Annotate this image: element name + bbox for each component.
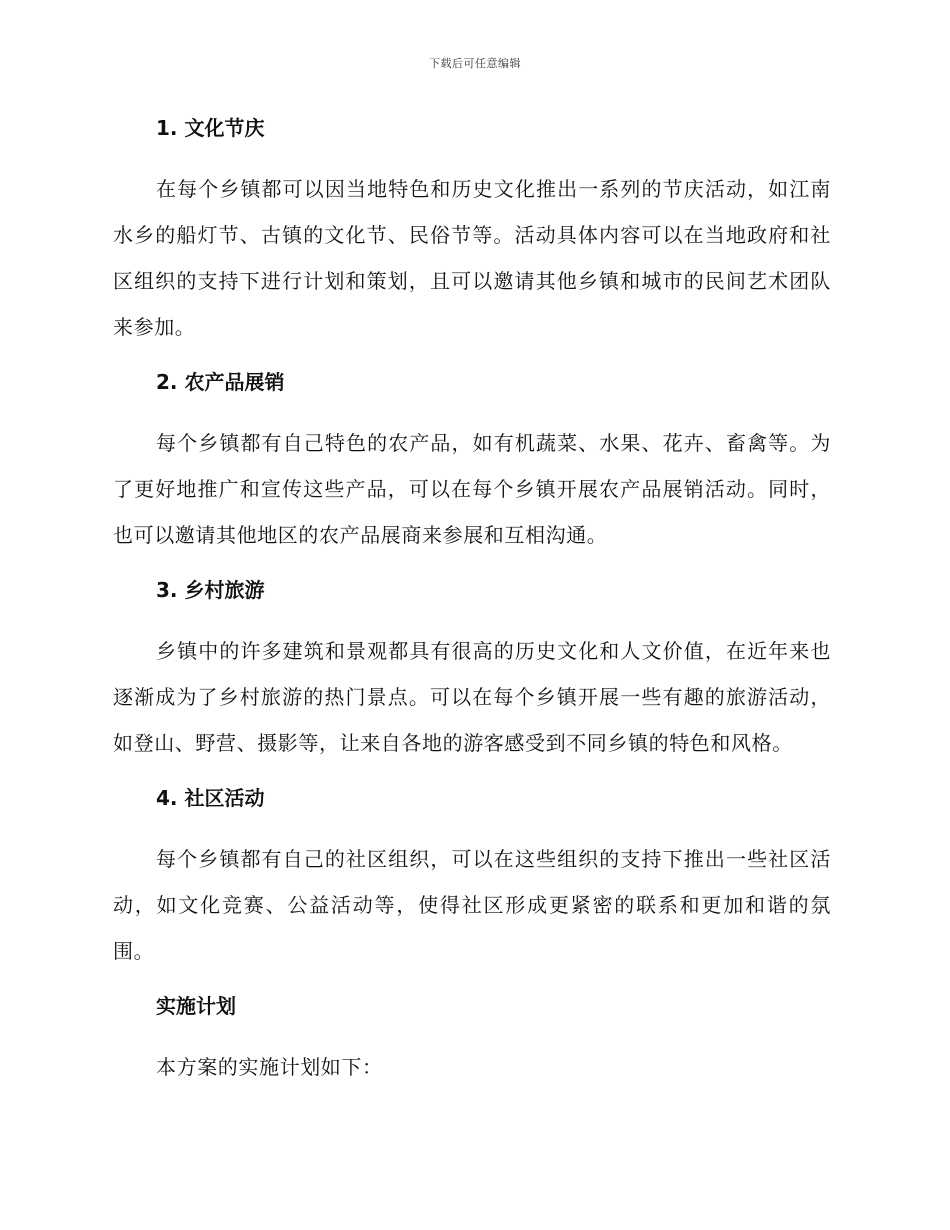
section-paragraph-implementation: 本方案的实施计划如下：: [156, 1055, 383, 1079]
section-paragraph-festivals: 在每个乡镇都可以因当地特色和历史文化推出一系列的节庆活动，如江南水乡的船灯节、古镇的文化节、民俗节等。活动具体内容可以在当地政府和社区组织的支持下进行计划和策划，且可以邀请其他乡镇和城市的民间艺术团队来参加。: [113, 177, 831, 339]
section-heading-implementation: 实施计划: [156, 994, 236, 1018]
section-heading-rural-tourism: 3. 乡村旅游: [156, 578, 265, 602]
section-paragraph-rural-tourism: 乡镇中的许多建筑和景观都具有很高的历史文化和人文价值，在近年来也逐渐成为了乡村旅游的热门景点。可以在每个乡镇开展一些有趣的旅游活动，如登山、野营、摄影等，让来自各地的游客感受到不同乡镇的特色和风格。: [113, 639, 831, 755]
section-paragraph-community: 每个乡镇都有自己的社区组织，可以在这些组织的支持下推出一些社区活动，如文化竞赛、公益活动等，使得社区形成更紧密的联系和更加和谐的氛围。: [113, 847, 831, 963]
section-paragraph-agri-products: 每个乡镇都有自己特色的农产品，如有机蔬菜、水果、花卉、畜禽等。为了更好地推广和宣传这些产品，可以在每个乡镇开展农产品展销活动。同时，也可以邀请其他地区的农产品展商来参展和互相沟通。: [113, 431, 831, 547]
section-heading-agri-products: 2. 农产品展销: [156, 370, 285, 394]
section-heading-festivals: 1. 文化节庆: [156, 116, 265, 140]
document-body: [113, 110, 831, 1104]
section-heading-community: 4. 社区活动: [156, 786, 265, 810]
header-note: 下载后可任意编辑: [429, 57, 521, 70]
